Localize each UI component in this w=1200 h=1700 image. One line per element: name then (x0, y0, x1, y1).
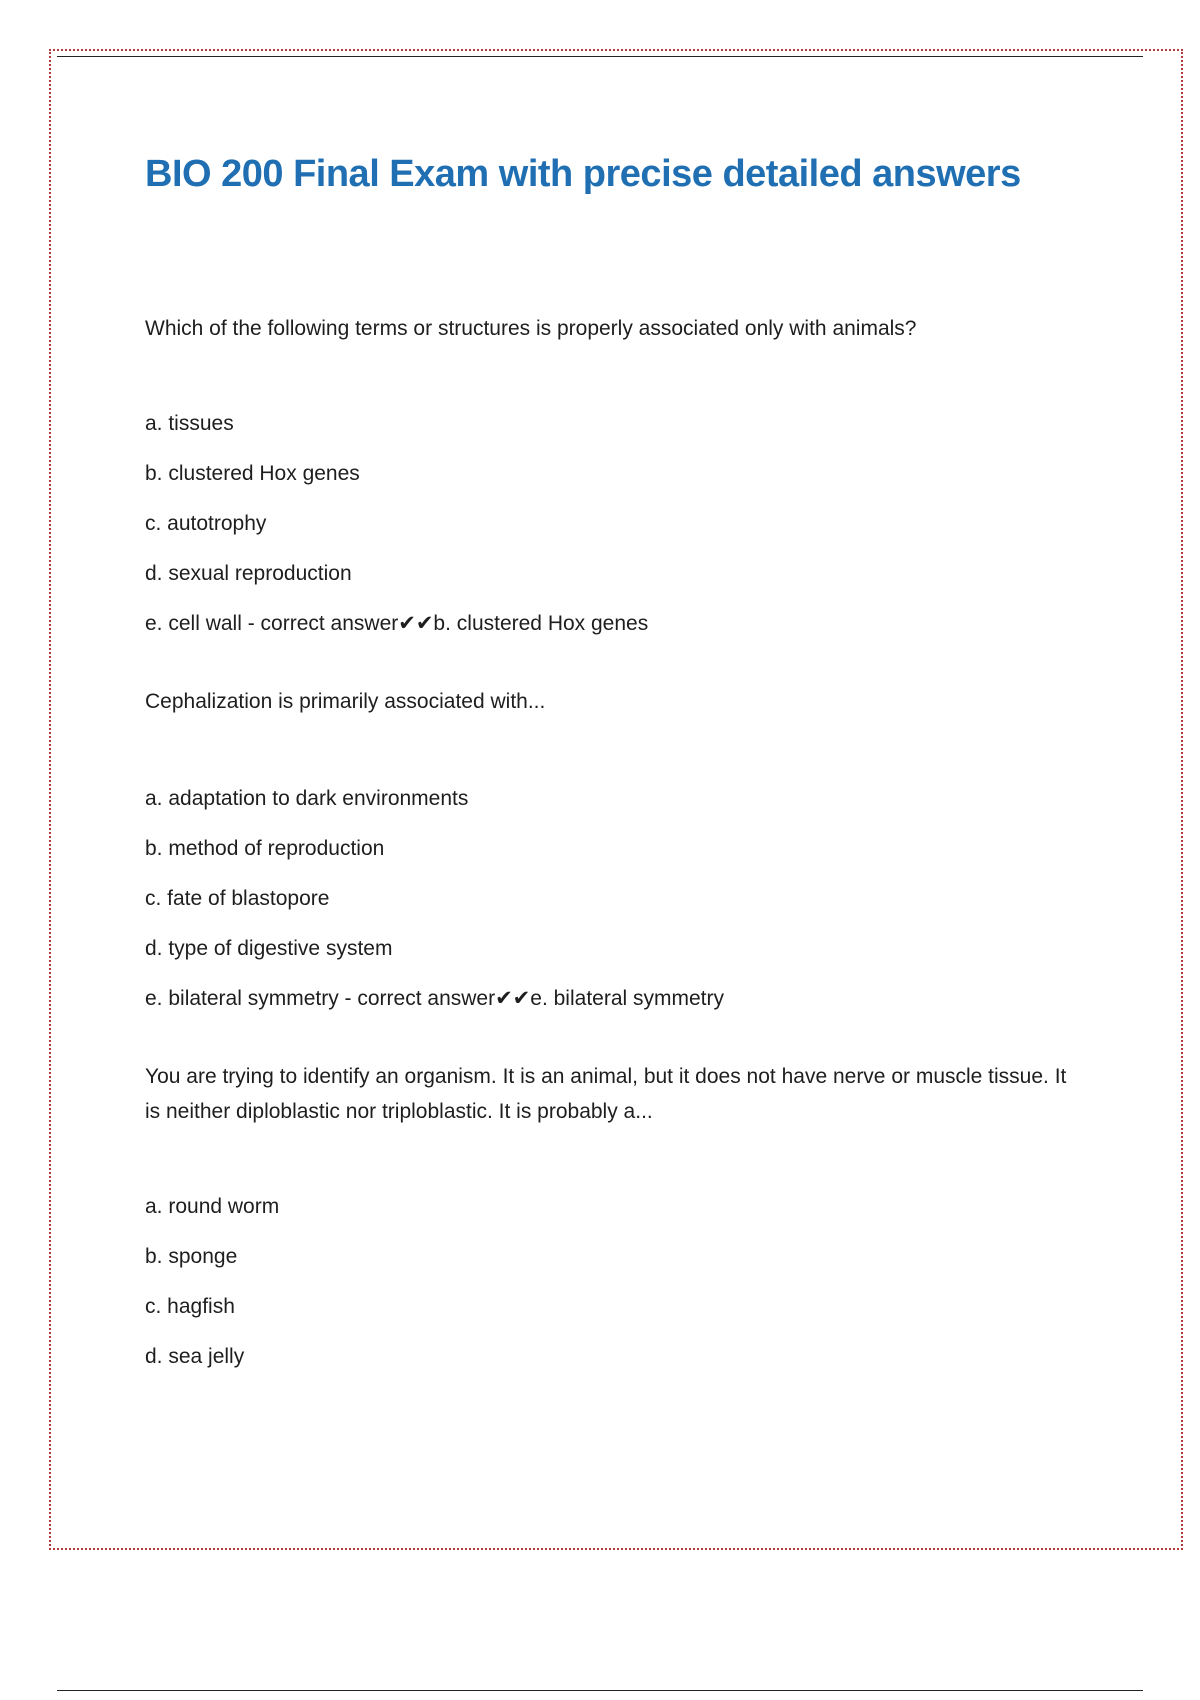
option-item: d. sea jelly (145, 1345, 245, 1368)
option-item: c. fate of blastopore (145, 887, 330, 910)
option-item: c. hagfish (145, 1295, 235, 1318)
document-content (145, 146, 1085, 1393)
option-item: b. method of reproduction (145, 837, 385, 860)
question-text: You are trying to identify an organism. It is an animal, but it does not have nerve or muscle tissue. It is neither diploblastic nor triploblastic. It is probably a... (145, 1065, 1067, 1123)
question-block-2 (145, 684, 1085, 1012)
option-list (145, 785, 1085, 1012)
option-item: b. sponge (145, 1245, 238, 1268)
question-text: Cephalization is primarily associated with... (145, 690, 546, 713)
option-item: b. clustered Hox genes (145, 462, 360, 485)
option-item: a. adaptation to dark environments (145, 787, 469, 810)
option-item: a. tissues (145, 412, 234, 435)
option-list (145, 410, 1085, 637)
header-rule (57, 56, 1143, 57)
question-block-3 (145, 1059, 1085, 1370)
question-text: Which of the following terms or structures is properly associated only with animals? (145, 317, 917, 340)
option-answer-item: e. bilateral symmetry - correct answer✔✔e. bilateral symmetry (145, 987, 724, 1010)
option-list (145, 1193, 1085, 1370)
option-item: c. autotrophy (145, 512, 267, 535)
option-answer-item: e. cell wall - correct answer✔✔b. clustered Hox genes (145, 612, 649, 635)
option-item: d. sexual reproduction (145, 562, 352, 585)
option-item: a. round worm (145, 1195, 280, 1218)
document-title: BIO 200 Final Exam with precise detailed answers (145, 153, 1021, 195)
option-item: d. type of digestive system (145, 937, 393, 960)
footer-rule (57, 1690, 1143, 1691)
question-block-1 (145, 311, 1085, 637)
